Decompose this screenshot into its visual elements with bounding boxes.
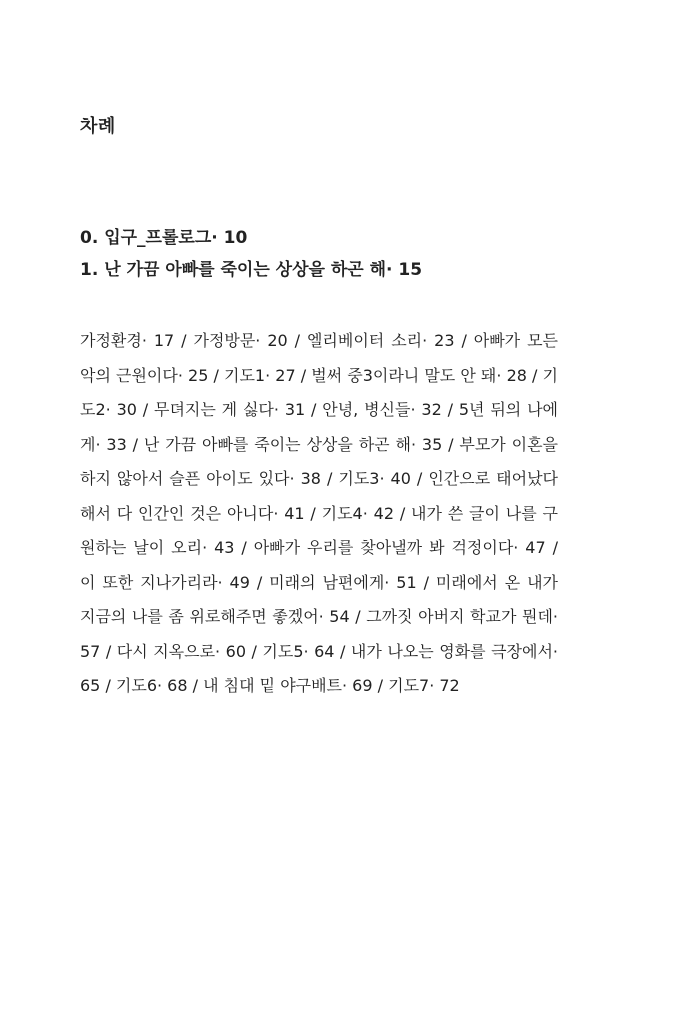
chapter-entry-0: 0. 입구_프롤로그· 10 bbox=[80, 228, 248, 248]
chapter-list bbox=[80, 222, 640, 286]
chapter-entry-1: 1. 난 가끔 아빠를 죽이는 상상을 하곤 해· 15 bbox=[80, 260, 423, 280]
toc-title: 차례 bbox=[80, 116, 116, 137]
section-list: 가정환경· 17 / 가정방문· 20 / 엘리베이터 소리· 23 / 아빠가 모든 악의 근원이다· 25 / 기도1· 27 / 벌써 중3이라니 말도 안 돼· 28 / 기도2· 30 / 무뎌지는 게 싫다· 31 / 안녕, 병신들· 32 / 5년 뒤의 나에게· 33 / 난 가끔 아빠를 죽이는 상상을 하곤 해· 35 / 부모가 이혼을 하지 않아서 슬픈 아이도 있다· 38 / 기도3· 40 / 인간으로 태어났다 해서 다 인간인 것은 아니다· 41 / 기도4· 42 / 내가 쓴 글이 나를 구원하는 날이 오리· 43 / 아빠가 우리를 찾아낼까 봐 걱정이다· 47 / 이 또한 지나가리라· 49 / 미래의 남편에게· 51 / 미래에서 온 내가 지금의 나를 좀 위로해주면 좋겠어· 54 / 그까짓 아버지 학교가 뭔데· 57 / 다시 지옥으로· 60 / 기도5· 64 / 내가 나오는 영화를 극장에서· 65 / 기도6· 68 / 내 침대 밑 야구배트· 69 / 기도7· 72 bbox=[80, 331, 558, 695]
